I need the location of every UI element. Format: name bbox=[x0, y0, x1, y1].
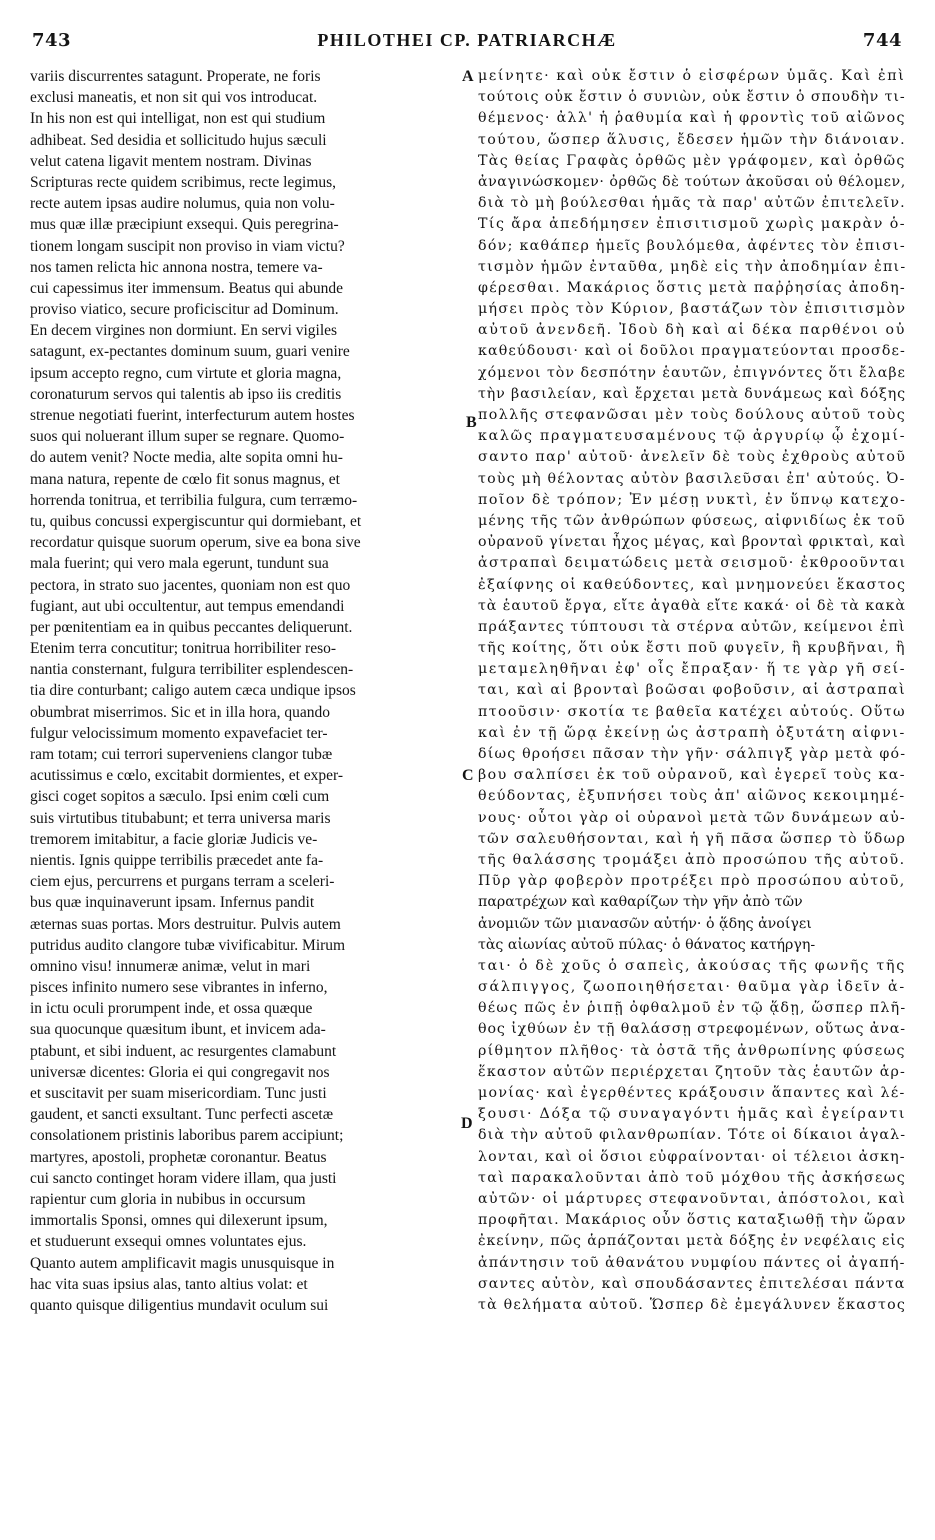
latin-text-line: consolationem pristinis laboribus parem accipiunt; bbox=[30, 1127, 344, 1145]
greek-text-line: χόμενοι τὸν δεσπότην ἑαυτῶν, ἐπιγνόντες ὅτι ἔλαβε bbox=[478, 364, 906, 381]
greek-text-line: ποῖον δὲ τρόπον; Ἐν μέσῃ νυκτὶ, ἐν ὕπνῳ κατεχο- bbox=[478, 491, 906, 508]
latin-text-line: En decem virgines non dormiunt. En servi vigiles bbox=[30, 322, 338, 340]
greek-text-line: τὰ θελήματα αὐτοῦ. Ὥσπερ δὲ ἐμεγάλυνεν ἕκαστος bbox=[478, 1296, 906, 1313]
margin-marker-c: C bbox=[462, 767, 474, 784]
latin-text-line: Quanto autem amplificavit magis unusquisque in bbox=[30, 1254, 335, 1272]
greek-text-line: αὐτοῦ ἀνενδεῆ. Ἰδοὺ δὴ καὶ αἱ δέκα παρθένοι οὐ bbox=[478, 322, 906, 339]
greek-text-line: οὐρανοῦ γίνεται ἦχος μέγας, καὶ βρονταὶ φρικταὶ, καὶ bbox=[478, 534, 906, 551]
latin-text-line: fulgur velocissimum momento expavefaciet ter- bbox=[30, 724, 328, 742]
latin-text-line: nantia consternant, fulgura terribiliter esplendescen- bbox=[30, 661, 354, 679]
greek-text-line: σαντο παρ' αὐτοῦ· ἀνελεῖν δὲ τοὺς ἐχθροὺς αὐτοῦ bbox=[478, 449, 906, 466]
greek-text-line: βου σαλπίσει ἐκ τοῦ οὐρανοῦ, καὶ ἐγερεῖ τοὺς κα- bbox=[478, 767, 906, 784]
greek-text-line: παρατρέχων καὶ καθαρίζων τὴν γῆν ἀπὸ τῶν bbox=[478, 894, 803, 911]
greek-text-line: σάλπιγγος, ζωοποιηθήσεται· θαῦμα γὰρ ἰδεῖν ἀ- bbox=[478, 979, 906, 996]
greek-text-line: ἕκαστον αὐτῶν περιέρχεται ζητοῦν τὰς ἑαυτῶν ἁρ- bbox=[478, 1063, 906, 1080]
greek-text-line: τούτοις οὐκ ἔστιν ὁ συνιὼν, οὐκ ἔστιν ὁ σπουδὴν τι- bbox=[478, 89, 906, 106]
greek-text-line: νους· οὗτοι γὰρ οἱ οὐρανοὶ μετὰ τῶν δυνάμεων αὐ- bbox=[478, 809, 906, 826]
latin-text-line: in ictu oculi prorumpent inde, et ossa quæque bbox=[30, 1000, 313, 1018]
latin-text-line: nientis. Ignis quippe terribilis præcedet ante fa- bbox=[30, 851, 324, 869]
greek-text-line: Τὰς θείας Γραφὰς ὀρθῶς μὲν γράφομεν, καὶ ὀρθῶς bbox=[478, 152, 906, 169]
latin-text-line: bus quæ inquinaverunt ipsam. Infernus pandit bbox=[30, 894, 315, 912]
running-title: PHILOTHEI CP. PATRIARCHÆ bbox=[317, 30, 617, 50]
latin-text-line: horrenda tonitrua, et terribilia fulgura, cum terræmo- bbox=[30, 491, 358, 509]
latin-text-line: martyres, apostoli, prophetæ coronantur. Beatus bbox=[30, 1148, 327, 1166]
greek-text-line: ἀστραπαὶ δειματώδεις μετὰ σεισμοῦ· ἐκθροοῦνται bbox=[478, 555, 906, 572]
greek-text-line: τὴν βασιλείαν, καὶ ἔρχεται μετὰ δυνάμεως καὶ δόξης bbox=[478, 385, 906, 402]
page-header bbox=[32, 30, 902, 60]
greek-text-line: θος ἰχθύων ἐν τῇ θαλάσσῃ στρεφομένων, οὕτως ἀνα- bbox=[478, 1021, 906, 1038]
latin-text-line: suis virtutibus titubabunt; et terra universa maris bbox=[30, 809, 331, 827]
latin-text-line: mana natura, repente de cœlo fit sonus magnus, et bbox=[30, 470, 340, 488]
greek-text-line: προφῆται. Μακάριος οὖν ὅστις καταξιωθῇ τὴν ὥραν bbox=[478, 1212, 906, 1229]
latin-text-line: mala fuerint; qui vero mala egerunt, tundunt sua bbox=[30, 555, 329, 573]
latin-text-line: tia dire conturbant; caligo autem cæca undique ipsos bbox=[30, 682, 356, 700]
latin-text-line: proviso viatico, secure proficiscitur ad Dominum. bbox=[30, 301, 339, 319]
greek-text-line: μείνητε· καὶ οὐκ ἔστιν ὁ εἰσφέρων ὑμᾶς. Καὶ ἐπὶ bbox=[478, 68, 906, 84]
latin-text-line: universæ dicentes: Gloria ei qui congregavit nos bbox=[30, 1063, 330, 1081]
greek-text-line: λονται, καὶ οἱ ὅσιοι εὐφραίνονται· οἱ τέλειοι ἀσκη- bbox=[478, 1148, 906, 1165]
page-number-left: 743 bbox=[32, 30, 72, 51]
latin-text-line: Scripturas recte quidem scribimus, recte legimus, bbox=[30, 173, 337, 191]
greek-text-line: μένης τῆς τῶν ἀνθρώπων φύσεως, αἰφνιδίως ἐκ τοῦ bbox=[478, 512, 906, 529]
greek-text-line: τῆς κοίτης, ὅτι οὐκ ἔστι ποῦ φυγεῖν, ἢ κρυβῆναι, ἢ bbox=[478, 640, 906, 657]
greek-text-line: θέμενος· ἀλλ' ἡ ῥαθυμία καὶ ἡ φροντὶς τοῦ αἰῶνος bbox=[478, 110, 906, 127]
latin-text-line: pisces infinito numero sese vibrantes in inferno, bbox=[30, 979, 328, 997]
greek-text-line: ταὶ παρακαλοῦνται ἀπὸ τοῦ μόχθου τῆς ἀσκήσεως bbox=[478, 1169, 906, 1186]
latin-text-line: satagunt, ex-pectantes dominum suum, guari venire bbox=[30, 343, 350, 361]
latin-text-line: adhibeat. Sed desidia et sollicitudo hujus sæculi bbox=[30, 131, 327, 149]
latin-text-line: putridus audito clangore tubæ vivificabitur. Mirum bbox=[30, 936, 346, 954]
latin-text-line: coronaturum servos qui talentis ab ipso iis creditis bbox=[30, 385, 342, 403]
latin-text-line: cui sancto continget horam videre illam, qua justi bbox=[30, 1169, 337, 1187]
latin-text-line: immortalis Sponsi, omnes qui dilexerunt ipsum, bbox=[30, 1212, 328, 1230]
greek-text-line: μήσει πρὸς τὸν Κύριον, βαστάζων τὸν ἐπισιτισμὸν bbox=[478, 301, 906, 318]
latin-text-line: tionem longam suscipit non proviso in viam victu? bbox=[30, 237, 345, 255]
greek-text-line: καλῶς πραγματευσαμένους τῷ ἀργυρίῳ ᾧ ἐχομί- bbox=[478, 428, 906, 445]
greek-text-line: Τίς ἄρα ἀπεδήμησεν ἐπισιτισμοῦ χωρὶς μακρὰν ὁ- bbox=[478, 216, 906, 233]
latin-text-line: ram totam; cui terrori superveniens clangor tubæ bbox=[30, 746, 333, 763]
latin-text-line: tremorem imitabitur, a facie gloriæ Judicis ve- bbox=[30, 830, 318, 848]
latin-text-line: æternas suas portas. Mors destruitur. Pulvis autem bbox=[30, 915, 341, 933]
greek-text-line: ρίθμητον πλῆθος· τὰ ὀστᾶ τῆς ἀνθρωπίνης φύσεως bbox=[478, 1042, 906, 1059]
margin-marker-b: B bbox=[466, 414, 477, 431]
greek-text-line: τισμὸν ἡμῶν ἐνταῦθα, μηδὲ εἰς τὴν ἀποδημίαν ἐπι- bbox=[478, 258, 906, 275]
latin-text-line: nos tamen relicta hic annona nostra, temere va- bbox=[30, 258, 323, 276]
latin-text-line: ipsum accepto regno, cum virtute et gloria magna, bbox=[30, 364, 342, 382]
greek-text-line: Πῦρ γὰρ φοβερὸν προτρέξει πρὸ προσώπου αὐτοῦ, bbox=[478, 873, 906, 890]
greek-text-line: καθεύδουσι· καὶ οἱ δοῦλοι πραγματεύονται προσδε- bbox=[478, 343, 906, 360]
greek-text-line: τῶν σαλευθήσονται, καὶ ἡ γῆ πᾶσα ὥσπερ τὸ ὕδωρ bbox=[478, 830, 906, 847]
greek-text-line: σαντες αὐτὸν, καὶ σπουδάσαντες ἐπιτελέσαι πάντα bbox=[478, 1275, 906, 1292]
latin-text-line: cui capessimus iter immensum. Beatus qui abunde bbox=[30, 279, 343, 297]
latin-text-line: suos qui noluerant illum super se regnare. Quomo- bbox=[30, 428, 345, 446]
greek-column bbox=[478, 66, 906, 1316]
greek-text-line: μονίας· καὶ ἐγερθέντες κράξουσιν ἅπαντες καὶ λέ- bbox=[478, 1085, 906, 1101]
greek-text-line: ἀναγινώσκομεν· ὀρθῶς δὲ τούτων ἀκοῦσαι οὐ θέλομεν, bbox=[478, 173, 906, 190]
greek-text-line: τὰς αἰωνίας αὐτοῦ πύλας· ὁ θάνατος κατήργη- bbox=[478, 936, 816, 953]
latin-text-line: In his non est qui intelligat, non est qui studium bbox=[30, 110, 326, 128]
latin-text-line: Etenim terra concutitur; tonitrua horribiliter reso- bbox=[30, 640, 337, 658]
greek-text-line: δίως θροήσει πᾶσαν τὴν γῆν· σάλπιγξ γὰρ μετὰ φό- bbox=[478, 746, 906, 762]
latin-text-line: ciem ejus, percurrens et purgans terram a sceleri- bbox=[30, 873, 335, 891]
latin-text-line: fugiant, aut ubi occultentur, aut tempus emendandi bbox=[30, 597, 345, 615]
greek-text-line: πτοοῦσιν· σκοτία τε βαθεῖα κατέχει αὐτούς. Οὕτω bbox=[478, 703, 906, 720]
greek-text-line: ἀνομιῶν τῶν μιανασῶν αὐτήν· ὁ ᾅδης ἀνοίγει bbox=[478, 915, 812, 932]
greek-text-line: ξουσι· Δόξα τῷ συναγαγόντι ἡμᾶς καὶ ἐγείραντι bbox=[478, 1106, 906, 1123]
greek-text-line: τούτου, ὥσπερ ἅλυσις, ἔδεσεν ἡμῶν τὴν διάνοιαν. bbox=[478, 131, 906, 148]
greek-text-line: καὶ ἐν τῇ ὥρᾳ ἐκείνῃ ὡς ἀστραπὴ ὀξυτάτη αἰφνι- bbox=[478, 724, 906, 741]
greek-text-line: ἐξαίφνης οἱ καθεύδοντες, καὶ μνημονεύει ἕκαστος bbox=[478, 576, 906, 593]
greek-text-line: πράξαντες τύπτουσι τὰ στέρνα αὐτῶν, κείμενοι ἐπὶ bbox=[478, 618, 906, 635]
latin-text-line: gaudent, et sancti exsultant. Tunc perfecti ascetæ bbox=[30, 1106, 334, 1124]
latin-column bbox=[30, 66, 460, 1316]
greek-text-line: τῆς θαλάσσης τρομάξει ἀπὸ προσώπου τῆς αὐτοῦ. bbox=[478, 851, 906, 868]
greek-text-line: ται, καὶ αἱ βρονταὶ βοῶσαι φοβοῦσιν, αἱ ἀστραπαὶ bbox=[478, 682, 906, 699]
greek-text-line: φέρεσθαι. Μακάριος ὅστις μετὰ παῤῥησίας ἀποδη- bbox=[478, 279, 906, 296]
greek-text-line: διὰ τὴν αὐτοῦ φιλανθρωπίαν. Τότε οἱ δίκαιοι ἀγαλ- bbox=[478, 1127, 906, 1144]
latin-text-line: do autem venit? Nocte media, alte sopita omni hu- bbox=[30, 449, 343, 467]
margin-marker-a: A bbox=[462, 68, 474, 85]
latin-text-line: et studuerunt exsequi omnes voluntates ejus. bbox=[30, 1233, 307, 1251]
page-number-right: 744 bbox=[862, 30, 902, 51]
greek-text-line: διὰ τὸ μὴ βούλεσθαι ἡμᾶς τὰ παρ' αὐτῶν ἐπιτελεῖν. bbox=[478, 195, 906, 212]
latin-text-line: tu, quibus concussi expergiscuntur qui dormiebant, et bbox=[30, 512, 362, 530]
greek-text-line: τὰ ἑαυτοῦ ἔργα, εἴτε ἀγαθὰ εἴτε κακά· οἱ δὲ τὰ κακὰ bbox=[478, 597, 906, 614]
latin-text-line: obumbrat miserrimos. Sic et in illa hora, quando bbox=[30, 703, 331, 721]
latin-text-line: gisci coget sopitos a sæculo. Ipsi enim cœli cum bbox=[30, 788, 330, 806]
latin-text-line: exclusi maneatis, et non sit qui vos introducat. bbox=[30, 89, 318, 107]
latin-text-line: variis discurrentes satagunt. Properate, ne foris bbox=[30, 68, 321, 85]
latin-text-line: quanto quisque diligentius mundavit oculum sui bbox=[30, 1296, 329, 1314]
latin-text-line: acutissimus e cœlo, excitabit dormientes, et exper- bbox=[30, 767, 344, 785]
greek-text-line: δόν; καθάπερ ἡμεῖς βουλόμεθα, ἀφέντες τὸν ἐπισι- bbox=[478, 237, 906, 254]
greek-text-line: μεταμεληθῆναι ἐφ' οἷς ἔπραξαν· ἥ τε γὰρ γῆ σεί- bbox=[478, 661, 906, 678]
latin-text-line: recte autem ipsas audire nolumus, quia non volu- bbox=[30, 195, 335, 213]
latin-text-line: hac vita suas ipsius alas, tanto altius volat: et bbox=[30, 1275, 308, 1293]
latin-text-line: per pœnitentiam ea in quibus peccantes deliquerunt. bbox=[30, 618, 353, 636]
greek-text-line: ἐκείνην, πῶς ἁρπάζονται μετὰ δόξης ἐν νεφέλαις εἰς bbox=[478, 1233, 906, 1250]
margin-marker-d: D bbox=[461, 1115, 473, 1132]
latin-text-line: recordatur quisque suorum operum, sive ea bona sive bbox=[30, 534, 361, 552]
latin-text-line: mus quæ illæ præcipiunt exsequi. Quis peregrina- bbox=[30, 216, 339, 234]
latin-text-line: et suscitavit per suam misericordiam. Tunc justi bbox=[30, 1085, 327, 1102]
greek-text-line: ται· ὁ δὲ χοῦς ὁ σαπεὶς, ἀκούσας τῆς φωνῆς τῆς bbox=[478, 957, 906, 974]
latin-text-line: omnino visu! innumeræ animæ, velut in mari bbox=[30, 957, 311, 975]
latin-text-line: ptabunt, et sibi induent, ac resurgentes clamabunt bbox=[30, 1042, 337, 1060]
greek-text-line: αὐτῶν· οἱ μάρτυρες στεφανοῦνται, ἀπόστολοι, καὶ bbox=[478, 1190, 906, 1207]
greek-text-line: θεύδοντας, ἐξυπνήσει τοὺς ἀπ' αἰῶνος κεκοιμημέ- bbox=[478, 788, 906, 805]
latin-text-line: sua quocunque quæsitum ibunt, et invicem ada- bbox=[30, 1021, 326, 1039]
greek-text-line: θέως πῶς ἐν ῥιπῇ ὀφθαλμοῦ ἐν τῷ ᾅδῃ, ὥσπερ πλῆ- bbox=[478, 1000, 906, 1017]
latin-text-line: strenue negotiati fuerint, interfecturum autem hostes bbox=[30, 407, 355, 424]
greek-text-line: τοὺς μὴ θέλοντας αὐτὸν βασιλεῦσαι ἐπ' αὐτούς. Ὀ- bbox=[478, 470, 906, 487]
greek-text-line: πολλῆς στεφανῶσαι μὲν τοὺς δούλους αὐτοῦ τοὺς bbox=[478, 407, 906, 423]
latin-text-line: pectora, in strato suo jacentes, quoniam non est quo bbox=[30, 576, 351, 594]
latin-text-line: rapientur cum gloria in nubibus in occursum bbox=[30, 1190, 306, 1208]
latin-text-line: velut catena ligavit mentem nostram. Divinas bbox=[30, 152, 312, 170]
greek-text-line: ἀπάντησιν τοῦ ἀθανάτου νυμφίου πάντες οἱ ἀγαπή- bbox=[478, 1254, 906, 1271]
